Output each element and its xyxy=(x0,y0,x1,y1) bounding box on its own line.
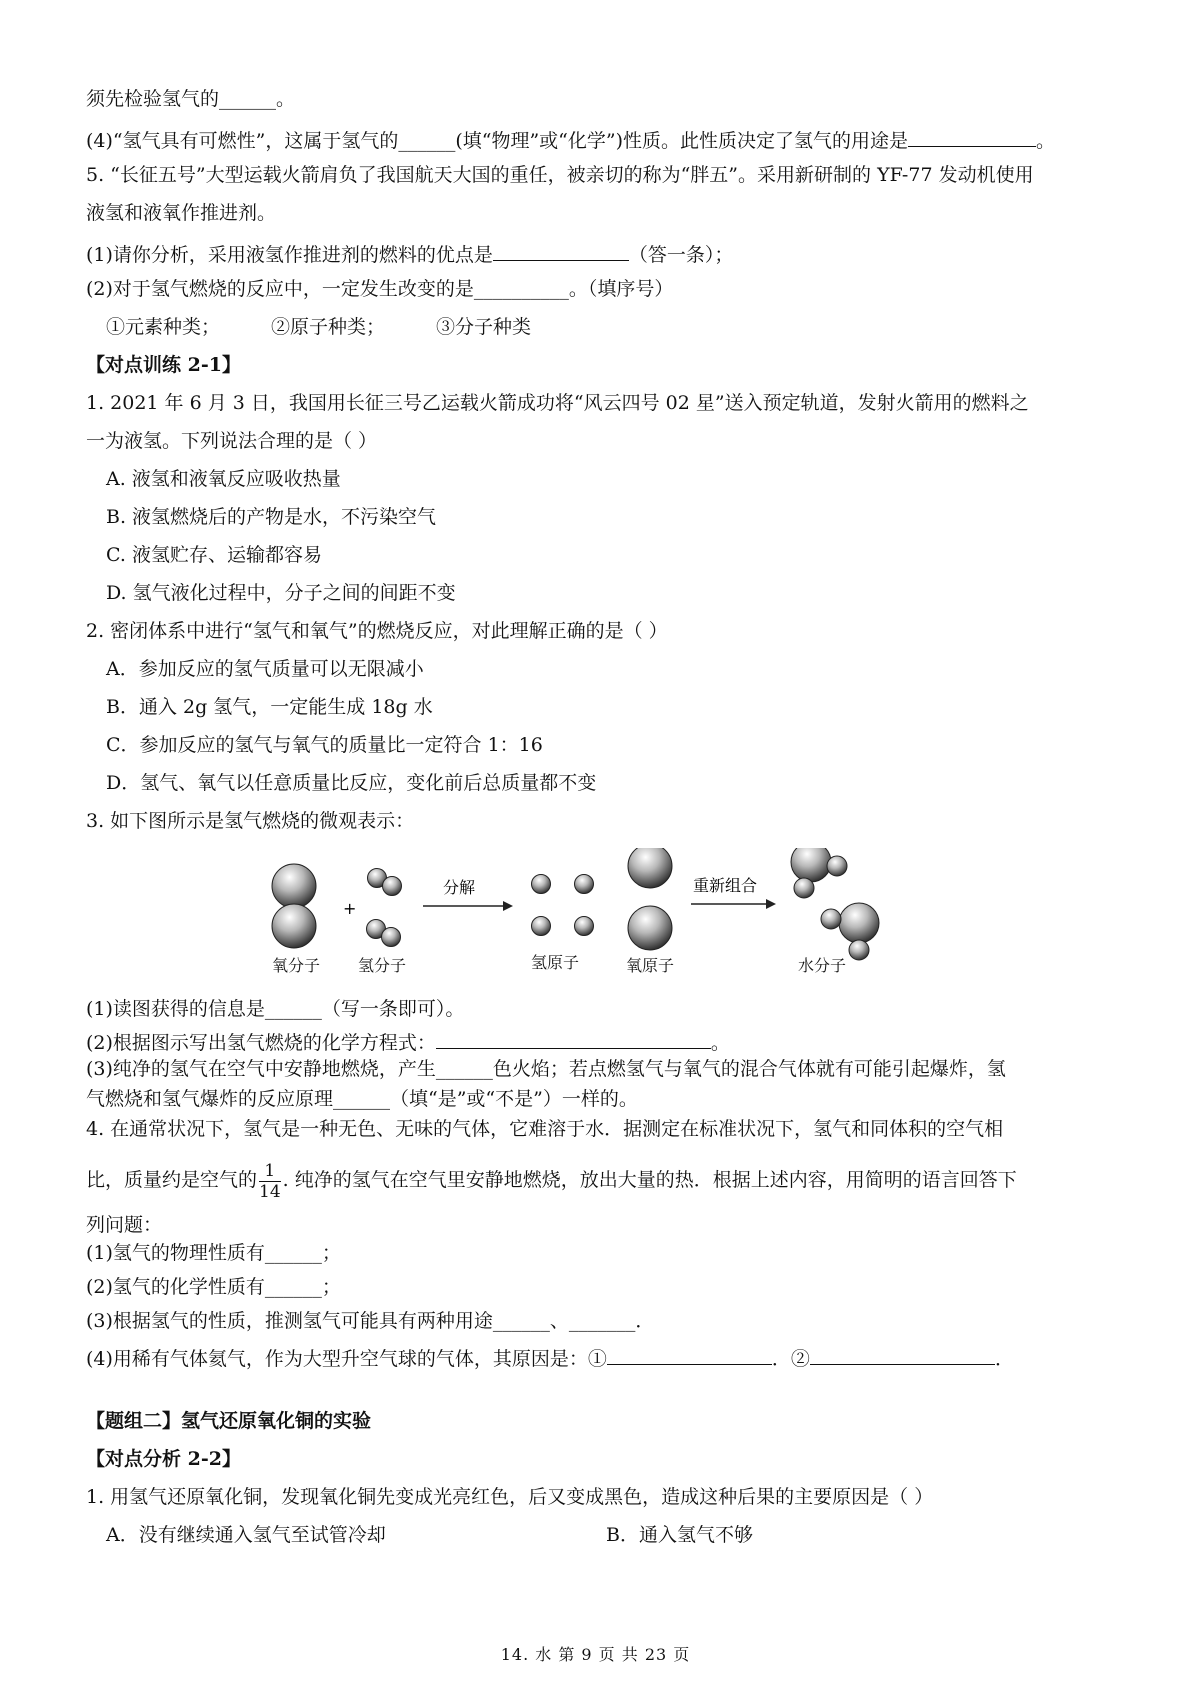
t4-part-4: (4)用稀有气体氦气，作为大型升空气球的气体，其原因是：① ．② ． xyxy=(86,1344,1116,1382)
t3-part-3-line-2: 气燃烧和氢气爆炸的反应原理______（填“是”或“不是”）一样的。 xyxy=(86,1088,638,1110)
t2-option-a[interactable]: A．参加反应的氢气质量可以无限减小 xyxy=(106,658,424,680)
t1-option-b[interactable]: B. 液氢燃烧后的产物是水，不污染空气 xyxy=(106,506,437,528)
t2-option-c[interactable]: C．参加反应的氢气与氧气的质量比一定符合 1：16 xyxy=(106,734,543,756)
section-title-analysis-2-2: 【对点分析 2-2】 xyxy=(86,1448,241,1470)
q5-part-1: (1)请你分析，采用液氢作推进剂的燃料的优点是 （答一条）； xyxy=(86,240,1116,278)
t4-part-1: (1)氢气的物理性质有______； xyxy=(86,1242,341,1264)
label-oxygen-molecule: 氧分子 xyxy=(272,956,321,975)
water-molecules xyxy=(791,848,879,960)
t2-option-b[interactable]: B．通入 2g 氢气，一定能生成 18g 水 xyxy=(106,696,433,718)
t1-option-c[interactable]: C. 液氢贮存、运输都容易 xyxy=(106,544,322,566)
t4-part-2: (2)氢气的化学性质有______； xyxy=(86,1276,341,1298)
t4-stem-line-3: 列问题： xyxy=(86,1214,163,1236)
t2-option-d[interactable]: D．氢气、氧气以任意质量比反应，变化前后总质量都不变 xyxy=(106,772,597,794)
t3-part-3-line-1: (3)纯净的氢气在空气中安静地燃烧，产生______色火焰；若点燃氢气与氧气的混合气体就有可能引起爆炸，氢 xyxy=(86,1058,1006,1080)
t2-stem: 2. 密闭体系中进行“氢气和氧气”的燃烧反应，对此理解正确的是（ ） xyxy=(86,620,668,642)
decompose-arrow xyxy=(423,901,513,911)
prev-question-line-1: 须先检验氢气的______。 xyxy=(86,88,296,110)
a1-option-a[interactable]: A．没有继续通入氢气至试管冷却 xyxy=(106,1524,386,1546)
label-hydrogen-atom: 氢原子 xyxy=(531,953,580,972)
plus-sign: + xyxy=(343,899,357,918)
section-title-training-2-1: 【对点训练 2-1】 xyxy=(86,354,241,376)
t4-stem-line-1: 4. 在通常状况下，氢气是一种无色、无味的气体，它难溶于水．据测定在标准状况下，氢气和同体积的空气相 xyxy=(86,1118,1004,1140)
label-hydrogen-molecule: 氢分子 xyxy=(358,956,407,975)
worksheet-page xyxy=(86,88,1116,1562)
t3-stem: 3. 如下图所示是氢气燃烧的微观表示： xyxy=(86,810,415,832)
fraction-one-fourteenth: $\frac{1}{14}$ xyxy=(259,1160,281,1202)
label-oxygen-atom: 氧原子 xyxy=(626,956,675,975)
a1-option-b[interactable]: B．通入氢气不够 xyxy=(606,1524,753,1546)
q5-options xyxy=(86,316,1116,354)
q5-option-3: ③分子种类 xyxy=(436,316,532,338)
t4-stem-line-2: 比，质量约是空气的 $\frac{1}{14}$ . 纯净的氢气在空气里安静地燃烧，放出大量的热．根据上述内容，用简明的语言回答下 xyxy=(86,1160,1017,1202)
hydrogen-combustion-diagram xyxy=(86,848,1116,998)
group-2-title: 【题组二】氢气还原氧化铜的实验 xyxy=(86,1410,372,1432)
t3-part-2: (2)根据图示写出氢气燃烧的化学方程式： 。 xyxy=(86,1028,1116,1058)
hydrogen-atoms xyxy=(532,875,594,936)
q5-stem-line-2: 液氢和液氧作推进剂。 xyxy=(86,202,277,224)
a1-stem: 1. 用氢气还原氧化铜，发现氧化铜先变成光亮红色，后又变成黑色，造成这种后果的主要原因是（ ） xyxy=(86,1486,934,1508)
recombine-arrow xyxy=(691,899,776,909)
label-water-molecule: 水分子 xyxy=(798,956,847,975)
t4-part-3: (3)根据氢气的性质，推测氢气可能具有两种用途______、_______． xyxy=(86,1310,655,1332)
t1-option-d[interactable]: D. 氢气液化过程中，分子之间的间距不变 xyxy=(106,582,456,604)
prev-question-line-2: (4)“氢气具有可燃性”，这属于氢气的______(填“物理”或“化学”)性质。此性质决定了氢气的用途是 。 xyxy=(86,126,1116,164)
a1-options xyxy=(86,1524,1116,1562)
t1-stem-line-1: 1. 2021 年 6 月 3 日，我国用长征三号乙运载火箭成功将“风云四号 02 星”送入预定轨道，发射火箭用的燃料之 xyxy=(86,392,1029,414)
decompose-label: 分解 xyxy=(443,878,476,897)
answer-blank[interactable] xyxy=(493,240,629,261)
recombine-label: 重新组合 xyxy=(693,876,758,895)
oxygen-atoms xyxy=(628,848,672,950)
answer-blank[interactable] xyxy=(908,126,1036,147)
t1-stem-line-2: 一为液氢。下列说法合理的是（ ） xyxy=(86,430,378,452)
answer-blank[interactable] xyxy=(810,1344,995,1365)
answer-blank[interactable] xyxy=(607,1344,772,1365)
answer-blank[interactable] xyxy=(436,1028,711,1049)
molecule-diagram-svg xyxy=(266,848,966,998)
q5-option-2: ②原子种类； xyxy=(271,316,386,338)
hydrogen-molecules xyxy=(367,869,402,947)
q5-part-2: (2)对于氢气燃烧的反应中，一定发生改变的是__________。（填序号） xyxy=(86,278,674,300)
q5-option-1: ①元素种类； xyxy=(106,316,221,338)
oxygen-molecule xyxy=(272,864,316,948)
q5-stem-line-1: 5. “长征五号”大型运载火箭肩负了我国航天大国的重任，被亲切的称为“胖五”。采用新研制的 YF-77 发动机使用 xyxy=(86,164,1034,186)
t3-part-1: (1)读图获得的信息是______（写一条即可）。 xyxy=(86,998,465,1020)
t1-option-a[interactable]: A. 液氢和液氧反应吸收热量 xyxy=(106,468,341,490)
page-footer: 14. 水 第 9 页 共 23 页 xyxy=(500,1645,691,1664)
